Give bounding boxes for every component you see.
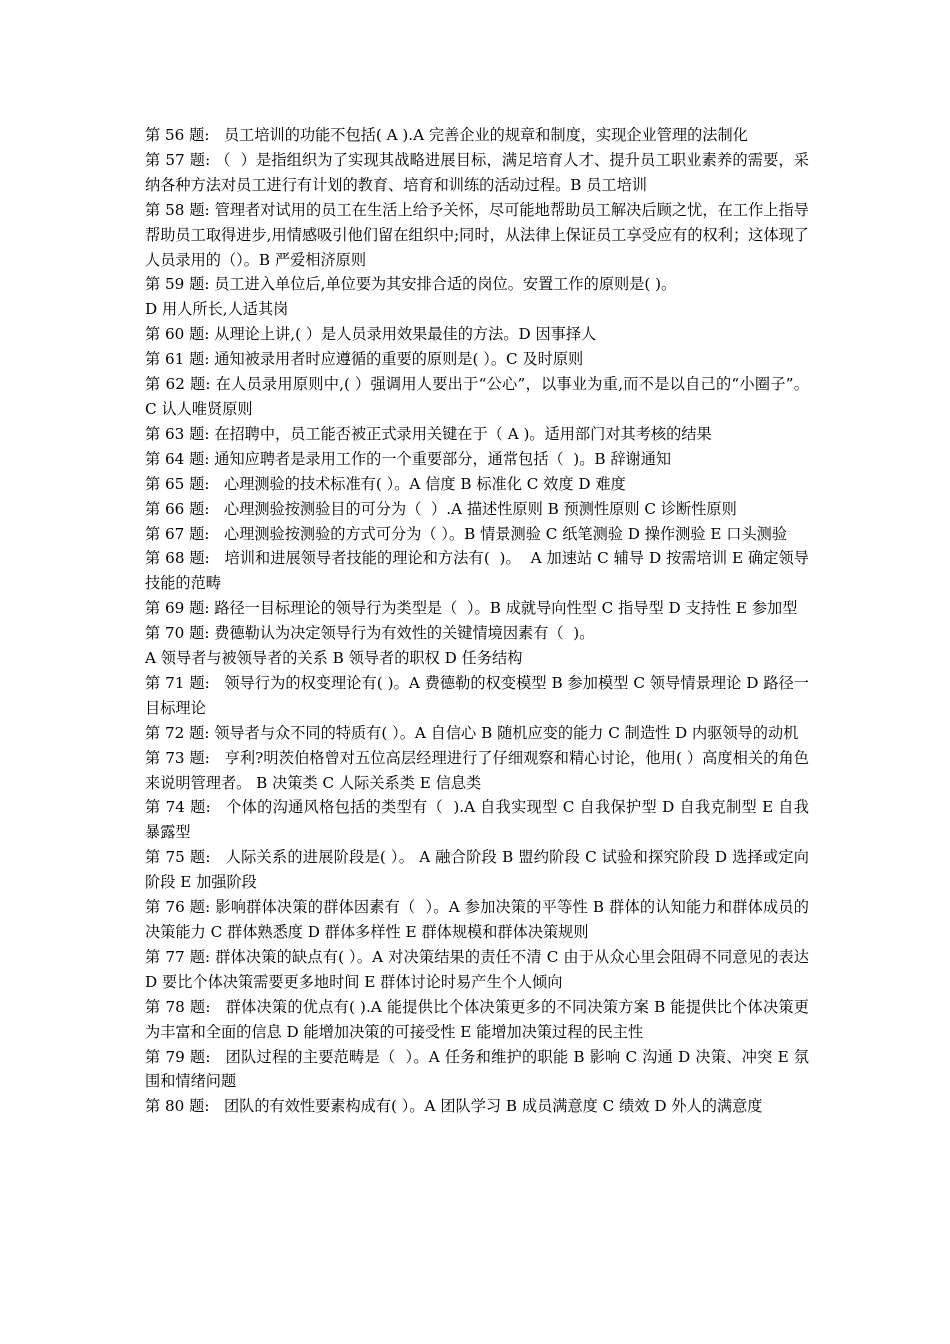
question-61: 第 61 题: 通知被录用者时应遵循的重要的原则是( ）。C 及时原则 [145, 350, 584, 369]
question-70: 第 70 题: 费德勒认为决定领导行为有效性的关键情境因素有（ )。 [145, 624, 595, 643]
question-58: 第 58 题: 管理者对试用的员工在生活上给予关怀，尽可能地帮助员工解决后顾之忧，在工作上指导帮助员工取得进步,用情感吸引他们留在组织中;同时，从法律上保证员工享受应有的权利；这体现了人员录用的（）。B 严爱相济原则 [145, 200, 809, 269]
document-body [145, 123, 824, 1119]
question-69: 第 69 题: 路径一目标理论的领导行为类型是（ ）。B 成就导向性型 C 指导型 D 支持性 E 参加型 [145, 599, 798, 618]
question-68: 第 68 题: 培训和进展领导者技能的理论和方法有( )。 A 加速站 C 辅导 D 按需培训 E 确定领导技能的范畴 [145, 549, 809, 593]
question-75: 第 75 题: 人际关系的进展阶段是( ）。 A 融合阶段 B 盟约阶段 C 试验和探究阶段 D 选择或定向阶段 E 加强阶段 [145, 848, 809, 892]
question-76: 第 76 题: 影响群体决策的群体因素有（ ）。A 参加决策的平等性 B 群体的认知能力和群体成员的决策能力 C 群体熟悉度 D 群体多样性 E 群体规模和群体决策规则 [145, 898, 809, 941]
question-74: 第 74 题: 个体的沟通风格包括的类型有（ ).A 自我实现型 C 自我保护型 D 自我克制型 E 自我暴露型 [145, 798, 809, 842]
question-79: 第 79 题: 团队过程的主要范畴是（ ）。A 任务和维护的职能 B 影响 C 沟通 D 决策、冲突 E 氛围和情绪问题 [145, 1047, 809, 1091]
answer-70: A 领导者与被领导者的关系 B 领导者的职权 D 任务结构 [145, 649, 523, 668]
question-56: 第 56 题: 员工培训的功能不包括( A ).A 完善企业的规章和制度，实现企业管理的法制化 [145, 126, 748, 144]
answer-59: D 用人所长,人适其岗 [145, 300, 289, 319]
question-63: 第 63 题: 在招聘中，员工能否被正式录用关键在于（ A )。适用部门对其考核的结果 [145, 424, 712, 443]
question-71: 第 71 题: 领导行为的权变理论有( )。A 费德勒的权变模型 B 参加模型 C 领导情景理论 D 路径一目标理论 [145, 673, 809, 717]
question-73: 第 73 题: 亨利?明茨伯格曾对五位高层经理进行了仔细观察和精心讨论，他用( ）高度相关的角色来说明管理者。 B 决策类 C 人际关系类 E 信息类 [145, 748, 809, 792]
question-60: 第 60 题: 从理论上讲,( ）是人员录用效果最佳的方法。D 因事择人 [145, 325, 597, 344]
question-72: 第 72 题: 领导者与众不同的特质有( ）。A 自信心 B 随机应变的能力 C 制造性 D 内驱领导的动机 [145, 723, 799, 742]
question-64: 第 64 题: 通知应聘者是录用工作的一个重要部分，通常包括（ )。B 辞谢通知 [145, 449, 672, 468]
question-78: 第 78 题: 群体决策的优点有( ).A 能提供比个体决策更多的不同决策方案 B 能提供比个体决策更为丰富和全面的信息 D 能增加决策的可接受性 E 能增加决策过程的民主性 [145, 997, 809, 1041]
question-77: 第 77 题: 群体决策的缺点有( ）。A 对决策结果的责任不清 C 由于从众心里会阻碍不同意见的表达 D 要比个体决策需要更多地时间 E 群体讨论时易产生个人倾向 [145, 947, 814, 991]
question-59: 第 59 题: 员工进入单位后,单位要为其安排合适的岗位。安置工作的原则是( )。 [145, 275, 677, 294]
question-67: 第 67 题: 心理测验按测验的方式可分为（ ）。B 情景测验 C 纸笔测验 D 操作测验 E 口头测验 [145, 524, 788, 543]
question-62: 第 62 题: 在人员录用原则中,( ）强调用人要出于“公心”，以事业为重,而不是以自己的“小圈子”。 C 认人唯贤原则 [145, 375, 824, 418]
question-57: 第 57 题: （ ）是指组织为了实现其战略进展目标，满足培育人才、提升员工职业素养的需要，采纳各种方法对员工进行有计划的教育、培育和训练的活动过程。B 员工培训 [145, 150, 809, 194]
question-66: 第 66 题: 心理测验按测验目的可分为（ ）.A 描述性原则 B 预测性原则 C 诊断性原则 [145, 499, 737, 518]
question-80: 第 80 题: 团队的有效性要素构成有( ）。A 团队学习 B 成员满意度 C 绩效 D 外人的满意度 [145, 1097, 763, 1116]
question-65: 第 65 题: 心理测验的技术标准有( ）。A 信度 B 标准化 C 效度 D 难度 [145, 474, 626, 493]
